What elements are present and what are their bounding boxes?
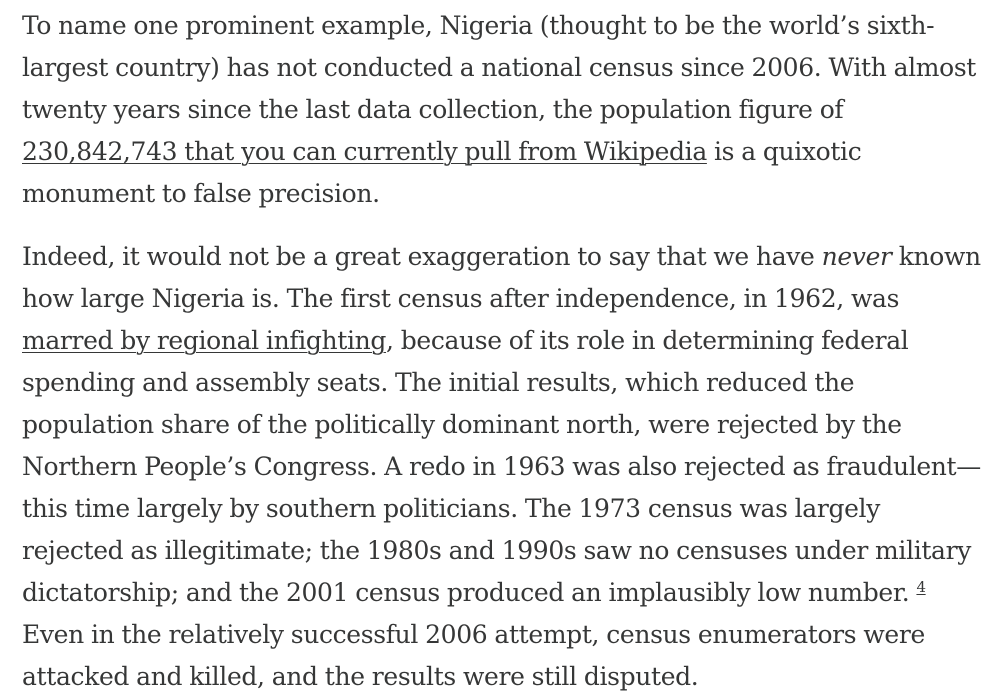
article-body (22, 5, 982, 698)
paragraph-2-intro: Indeed, it would not be a great exaggeration to say that we have (22, 242, 822, 271)
footnote-marker (916, 578, 925, 596)
footnote-4-link[interactable]: 4 (916, 578, 926, 596)
paragraph-1-text-end: is a quixotic monument to false precision. (22, 137, 862, 208)
paragraph-census-history (22, 236, 982, 698)
paragraph-2-text-middle: , because of its role in determining federal spending and assembly seats. The initial results, which reduced the population share of the politically dominant north, were rejected by the Northern People’s Congress. A redo in 1963 was also rejected as fraudulent—this time largely by southern politicians. The 1973 census was largely rejected as illegitimate; the 1980s and 1990s saw no censuses under military dictatorship; and the 2001 census produced an implausibly low number. (22, 326, 981, 607)
paragraph-nigeria-census (22, 5, 982, 215)
paragraph-2-text-end: Even in the relatively successful 2006 attempt, census enumerators were attacked and killed, and the results were still disputed. (22, 620, 925, 691)
wikipedia-population-link[interactable]: 230,842,743 that you can currently pull from Wikipedia (22, 137, 707, 166)
regional-infighting-link[interactable]: marred by regional infighting (22, 326, 387, 355)
paragraph-1-text-start: To name one prominent example, Nigeria (thought to be the world’s sixth-largest country) has not conducted a national census since 2006. With almost twenty years since the last data collection, the population figure of (22, 11, 976, 124)
emphasis-never: never (821, 242, 892, 271)
paragraph-2-text-after-emphasis: known how large Nigeria is. The first census after independence, in 1962, was (22, 242, 981, 313)
